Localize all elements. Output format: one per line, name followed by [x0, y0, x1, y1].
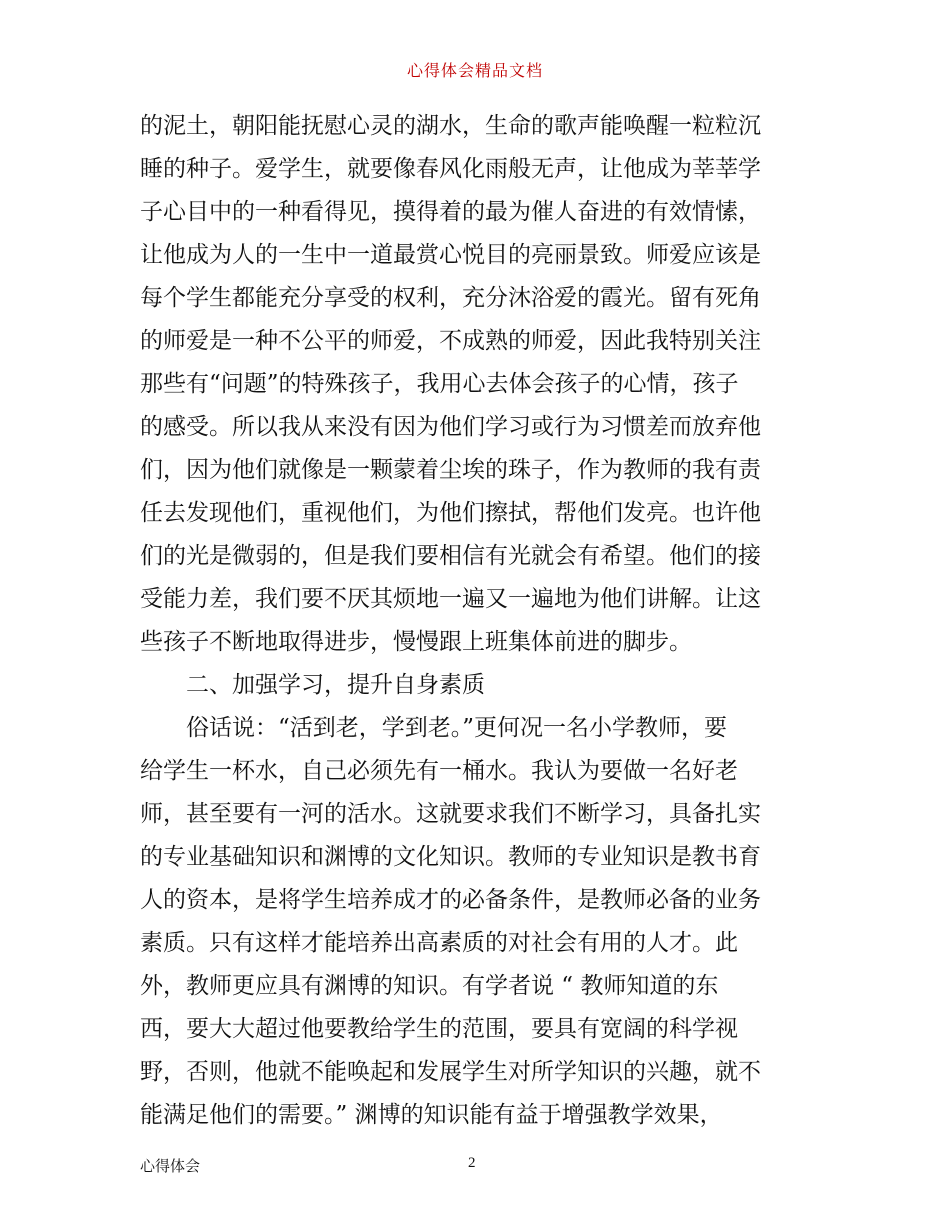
body-line: 的专业基础知识和渊博的文化知识。教师的专业知识是教书育	[140, 844, 761, 870]
section-heading: 二、加强学习，提升自身素质	[140, 672, 485, 698]
body-line: 的师爱是一种不公平的师爱，不成熟的师爱，因此我特别关注	[140, 328, 761, 354]
body-line: 给学生一杯水，自己必须先有一桶水。我认为要做一名好老	[140, 758, 738, 784]
body-line: 人的资本，是将学生培养成才的必备条件，是教师必备的业务	[140, 887, 761, 913]
body-line: 素质。只有这样才能培养出高素质的对社会有用的人才。此	[140, 930, 738, 956]
body-line: 睡的种子。爱学生，就要像春风化雨般无声，让他成为莘莘学	[140, 156, 761, 182]
footer-label: 心得体会	[140, 1157, 201, 1175]
document-body	[140, 105, 812, 1137]
body-line: 让他成为人的一生中一道最赏心悦目的亮丽景致。师爱应该是	[140, 242, 761, 268]
body-line: 每个学生都能充分享受的权利，充分沐浴爱的霞光。留有死角	[140, 285, 761, 311]
body-line: 俗话说：“活到老，学到老。”更何况一名小学教师，要	[140, 715, 728, 741]
page-header-title: 心得体会精品文档	[406, 61, 543, 80]
body-line: 的感受。所以我从来没有因为他们学习或行为习惯差而放弃他	[140, 414, 761, 440]
body-line: 受能力差，我们要不厌其烦地一遍又一遍地为他们讲解。让这	[140, 586, 761, 612]
body-line: 野，否则，他就不能唤起和发展学生对所学知识的兴趣，就不	[140, 1059, 761, 1085]
body-line: 师，甚至要有一河的活水。这就要求我们不断学习，具备扎实	[140, 801, 761, 827]
body-line: 任去发现他们，重视他们，为他们擦拭，帮他们发亮。也许他	[140, 500, 761, 526]
body-line: 西，要大大超过他要教给学生的范围，要具有宽阔的科学视	[140, 1016, 738, 1042]
body-line: 们，因为他们就像是一颗蒙着尘埃的珠子，作为教师的我有责	[140, 457, 761, 483]
body-line: 些孩子不断地取得进步，慢慢跟上班集体前进的脚步。	[140, 629, 692, 655]
body-line: 那些有“问题”的特殊孩子，我用心去体会孩子的心情，孩子	[140, 371, 739, 397]
body-line: 外，教师更应具有渊博的知识。有学者说 “ 教师知道的东	[140, 973, 719, 999]
body-line: 能满足他们的需要。” 渊博的知识能有益于增强教学效果，	[140, 1102, 723, 1128]
body-line: 的泥土，朝阳能抚慰心灵的湖水，生命的歌声能唤醒一粒粒沉	[140, 113, 761, 139]
body-line: 子心目中的一种看得见，摸得着的最为催人奋进的有效情愫，	[140, 199, 761, 225]
body-line: 们的光是微弱的，但是我们要相信有光就会有希望。他们的接	[140, 543, 761, 569]
page-number: 2	[468, 1155, 476, 1171]
